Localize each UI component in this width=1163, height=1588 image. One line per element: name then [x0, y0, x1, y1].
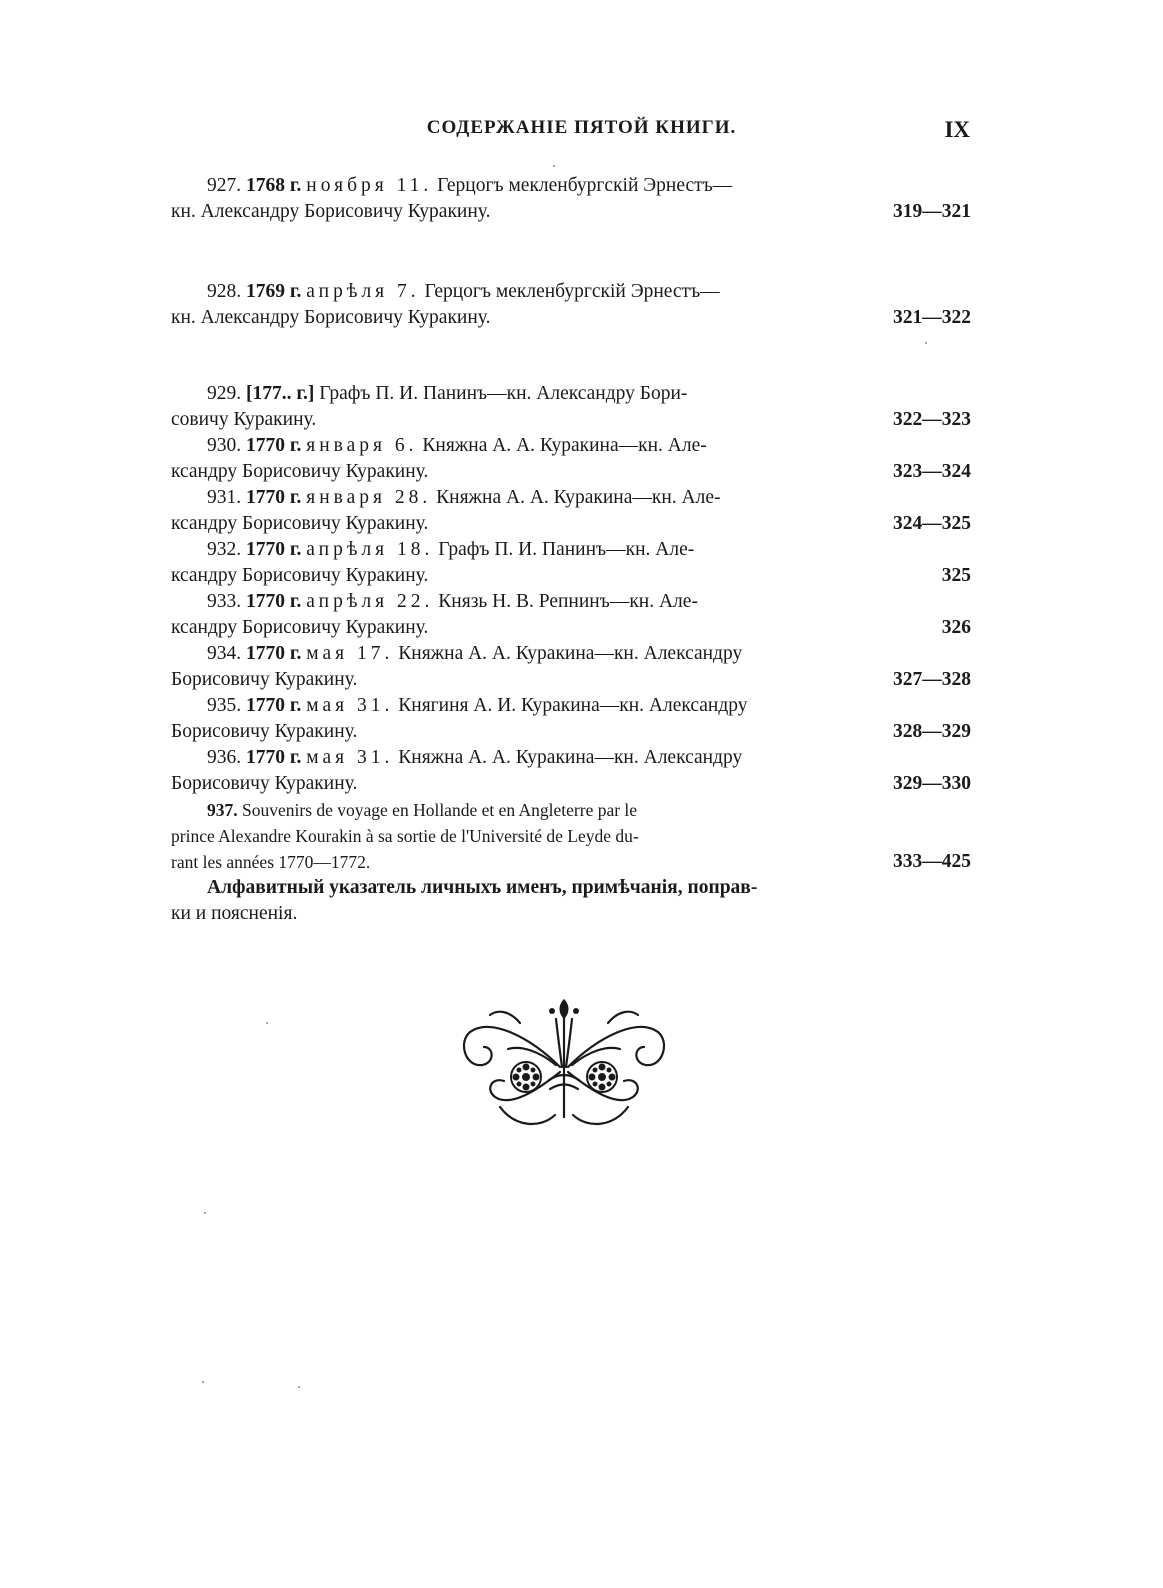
toc-entry-line [171, 667, 971, 693]
entry-text: Графъ П. И. Панинъ—кн. Але- [438, 539, 695, 560]
entry-text: prince Alexandre Kourakin à sa sortie de l'Université de Leyde du- [171, 826, 639, 846]
entry-number: 934. [207, 643, 242, 664]
entry-text: совичу Куракину. [171, 409, 317, 430]
entry-date: 1769 г. [246, 281, 302, 302]
running-header-title: СОДЕРЖАНІЕ ПЯТОЙ КНИГИ. [426, 117, 737, 138]
entry-pages: 319—321 [893, 201, 971, 222]
toc-entry-936 [171, 745, 971, 797]
toc-entry-line [171, 279, 971, 305]
toc-entry-line [171, 407, 971, 433]
toc-entry-line [171, 485, 971, 511]
entry-number: 936. [207, 747, 242, 768]
toc-entry-line [171, 875, 971, 901]
toc-entry-line [171, 173, 971, 199]
entry-text: Графъ П. И. Панинъ—кн. Александру Бори- [319, 383, 688, 404]
toc-entry-932 [171, 537, 971, 589]
toc-entry-line [171, 433, 971, 459]
entry-pages: 329—330 [893, 773, 971, 794]
toc-entry-line [171, 381, 971, 407]
toc-entry-line [171, 511, 971, 537]
entry-text: Герцогъ мекленбургскій Эрнестъ— [437, 175, 733, 196]
entry-pages: 328—329 [893, 721, 971, 742]
entry-pages: 333—425 [893, 851, 971, 872]
entry-pages: 326 [941, 617, 971, 638]
entry-pages: 322—323 [893, 409, 971, 430]
entry-date: 1768 г. [246, 175, 302, 196]
scan-speck [298, 1386, 300, 1388]
entry-day: ноября 11. [306, 175, 433, 196]
toc-entry-line [171, 693, 971, 719]
entry-number: 929. [207, 383, 242, 404]
toc-entry-937 [171, 797, 971, 875]
toc-entry-928 [171, 279, 971, 331]
toc-entry-index [171, 875, 971, 927]
entry-date: [177.. г.] [246, 383, 315, 404]
toc-entry-line [171, 615, 971, 641]
entry-text: кн. Александру Борисовичу Куракину. [171, 201, 491, 222]
toc-entry-line [171, 823, 971, 849]
scan-speck [553, 165, 555, 167]
entry-text: Борисовичу Куракину. [171, 721, 358, 742]
entry-text: Княжна А. А. Куракина—кн. Але- [436, 487, 721, 508]
entry-text: Княжна А. А. Куракина—кн. Александру [398, 747, 743, 768]
entry-text: rant les années 1770—1772. [171, 852, 371, 872]
toc-entry-line [171, 199, 971, 225]
entry-text: Княжна А. А. Куракина—кн. Але- [422, 435, 707, 456]
entry-text: Княгиня А. И. Куракина—кн. Александру [398, 695, 748, 716]
toc-entry-line [171, 901, 971, 927]
entry-text: ксандру Борисовичу Куракину. [171, 617, 429, 638]
entry-date: 1770 г. [246, 539, 302, 560]
entry-pages: 325 [941, 565, 971, 586]
entry-text: кн. Александру Борисовичу Куракину. [171, 307, 491, 328]
entry-date: 1770 г. [246, 747, 302, 768]
toc-entry-line [171, 797, 971, 823]
entry-pages: 323—324 [893, 461, 971, 482]
toc-entry-930 [171, 433, 971, 485]
entry-text: ксандру Борисовичу Куракину. [171, 565, 429, 586]
scan-speck [925, 342, 927, 344]
entry-text: ксандру Борисовичу Куракину. [171, 513, 429, 534]
toc-entry-line [171, 719, 971, 745]
entry-number: 933. [207, 591, 242, 612]
toc-entry-931 [171, 485, 971, 537]
entry-date: 1770 г. [246, 435, 302, 456]
toc-entry-line [171, 459, 971, 485]
entry-text: Алфавитный указатель личныхъ именъ, примѣчанія, поправ- [207, 877, 758, 898]
entry-day: апрѣля 18. [306, 539, 434, 560]
toc-entry-934 [171, 641, 971, 693]
entry-day: января 28. [306, 487, 432, 508]
toc-entry-line [171, 305, 971, 331]
entry-day: мая 31. [306, 695, 394, 716]
entry-number: 927. [207, 175, 242, 196]
toc-entry-line [171, 745, 971, 771]
toc-entry-line [171, 589, 971, 615]
toc-entry-line [171, 537, 971, 563]
entry-number: 932. [207, 539, 242, 560]
entry-date: 1770 г. [246, 695, 302, 716]
entry-text: Борисовичу Куракину. [171, 773, 358, 794]
page-number: IX [944, 117, 970, 142]
floral-ornament-icon [460, 997, 668, 1135]
entry-date: 1770 г. [246, 643, 302, 664]
entry-number: 930. [207, 435, 242, 456]
entry-date: 1770 г. [246, 487, 302, 508]
toc-entry-929 [171, 381, 971, 433]
entry-text: Борисовичу Куракину. [171, 669, 358, 690]
entry-pages: 324—325 [893, 513, 971, 534]
toc-entry-935 [171, 693, 971, 745]
scan-speck [204, 1212, 206, 1214]
entry-number: 935. [207, 695, 242, 716]
toc-entry-line [171, 563, 971, 589]
entry-text: ксандру Борисовичу Куракину. [171, 461, 429, 482]
entry-date: 1770 г. [246, 591, 302, 612]
toc-entry-line [171, 771, 971, 797]
scan-speck [202, 1381, 204, 1383]
entry-pages: 327—328 [893, 669, 971, 690]
scan-speck [266, 1022, 268, 1024]
toc-entry-933 [171, 589, 971, 641]
entry-text: Герцогъ мекленбургскій Эрнестъ— [424, 281, 720, 302]
entry-number: 928. [207, 281, 242, 302]
entry-pages: 321—322 [893, 307, 971, 328]
entry-day: мая 17. [306, 643, 394, 664]
toc-entry-927 [171, 173, 971, 225]
entry-day: апрѣля 22. [306, 591, 434, 612]
entry-day: января 6. [306, 435, 418, 456]
entry-text: Княжна А. А. Куракина—кн. Александру [398, 643, 743, 664]
toc-entry-line [171, 641, 971, 667]
entry-day: апрѣля 7. [306, 281, 420, 302]
entry-text: Князь Н. В. Репнинъ—кн. Але- [438, 591, 698, 612]
entry-number: 937. [207, 800, 238, 820]
toc-entry-line [171, 849, 971, 875]
entry-text: ки и поясненія. [171, 903, 298, 924]
entry-text: Souvenirs de voyage en Hollande et en Angleterre par le [242, 800, 638, 820]
entry-number: 931. [207, 487, 242, 508]
entry-day: мая 31. [306, 747, 394, 768]
